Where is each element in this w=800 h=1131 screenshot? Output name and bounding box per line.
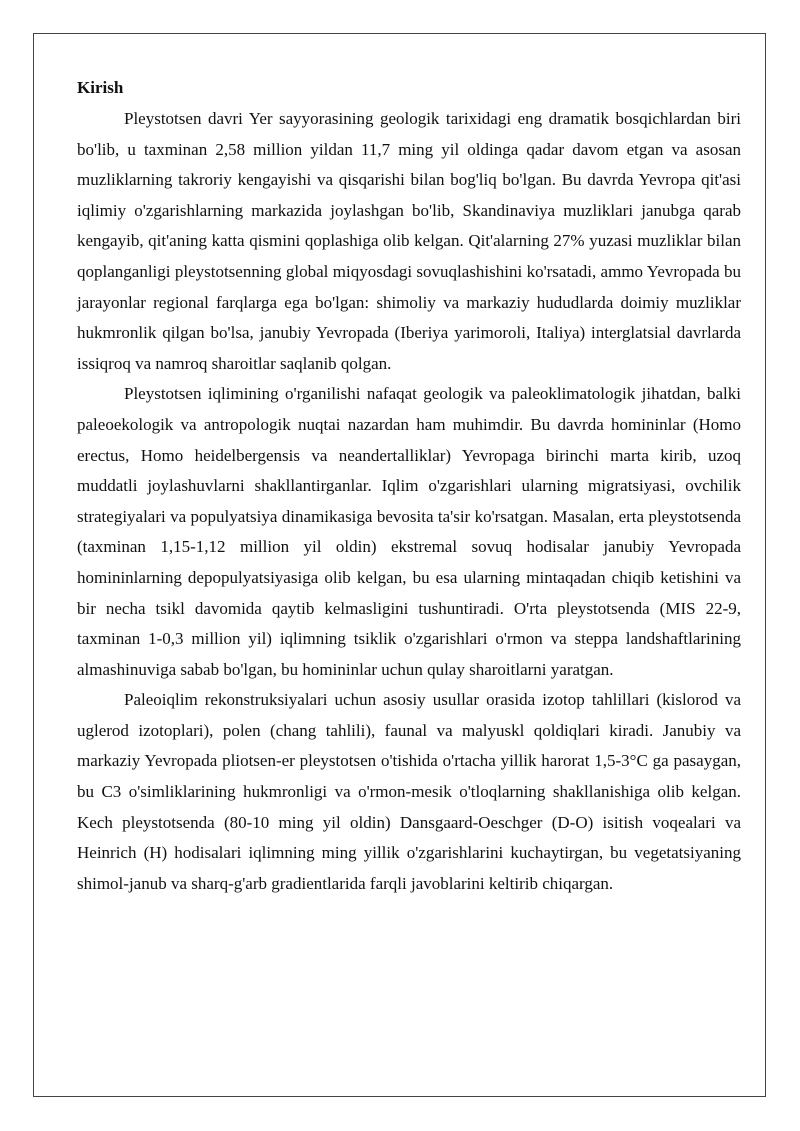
paragraph-3: Paleoiqlim rekonstruksiyalari uchun asosiy usullar orasida izotop tahlillari (kislorod va uglerod izotoplari), polen (chang tahlili), faunal va malyuskl qoldiqlari kiradi. Janubiy va markaziy Yevropada pliotsen-er pleystotsen o'tishida o'rtacha yillik harorat 1,5-3°C ga pasaygan, bu C3 o'simliklarining hukmronligi va o'rmon-mesik o'tloqlarning shakllanishiga olib kelgan. Kech pleystotsenda (80-10 ming yil oldin) Dansgaard-Oeschger (D-O) isitish voqealari va Heinrich (H) hodisalari iqlimning ming yillik o'zgarishlarini kuchaytirgan, bu vegetatsiyaning shimol-janub va sharq-g'arb gradientlarida farqli javoblarini keltirib chiqargan. [77,690,741,893]
paragraph-1: Pleystotsen davri Yer sayyorasining geologik tarixidagi eng dramatik bosqichlardan biri bo'lib, u taxminan 2,58 million yildan 11,7 ming yil oldinga qadar davom etgan va asosan muzliklarning takroriy kengayishi va qisqarishi bilan bog'liq bo'lgan. Bu davrda Yevropa qit'asi iqlimiy o'zgarishlarning markazida joylashgan bo'lib, Skandinaviya muzliklari janubga qarab kengayib, qit'aning katta qismini qoplashiga olib kelgan. Qit'alarning 27% yuzasi muzliklar bilan qoplanganligi pleystotsenning global miqyosdagi sovuqlashishini ko'rsatadi, ammo Yevropada bu jarayonlar regional farqlarga ega bo'lgan: shimoliy va markaziy hududlarda doimiy muzliklar hukmronlik qilgan bo'lsa, janubiy Yevropada (Iberiya yarimoroli, Italiya) interglatsial davrlarda issiqroq va namroq sharoitlar saqlanib qolgan. [77,109,741,373]
paragraph-2: Pleystotsen iqlimining o'rganilishi nafaqat geologik va paleoklimatologik jihatdan, balki paleoekologik va antropologik nuqtai nazardan ham muhimdir. Bu davrda homininlar (Homo erectus, Homo heidelbergensis va neandertalliklar) Yevropaga birinchi marta kirib, uzoq muddatli joylashuvlarni shakllantirganlar. Iqlim o'zgarishlari ularning migratsiyasi, ovchilik strategiyalari va populyatsiya dinamikasiga bevosita ta'sir ko'rsatgan. Masalan, erta pleystotsenda (taxminan 1,15-1,12 million yil oldin) ekstremal sovuq hodisalar janubiy Yevropada homininlarning depopulyatsiyasiga olib kelgan, bu esa ularning mintaqadan chiqib ketishini va bir necha tsikl davomida qaytib kelmasligini tushuntiradi. O'rta pleystotsenda (MIS 22-9, taxminan 1-0,3 million yil) iqlimning tsiklik o'zgarishlari o'rmon va steppa landshaftlarining almashinuviga sabab bo'lgan, bu homininlar uchun qulay sharoitlarni yaratgan. [77,384,741,679]
section-heading: Kirish [77,78,124,97]
document-body [77,74,741,899]
